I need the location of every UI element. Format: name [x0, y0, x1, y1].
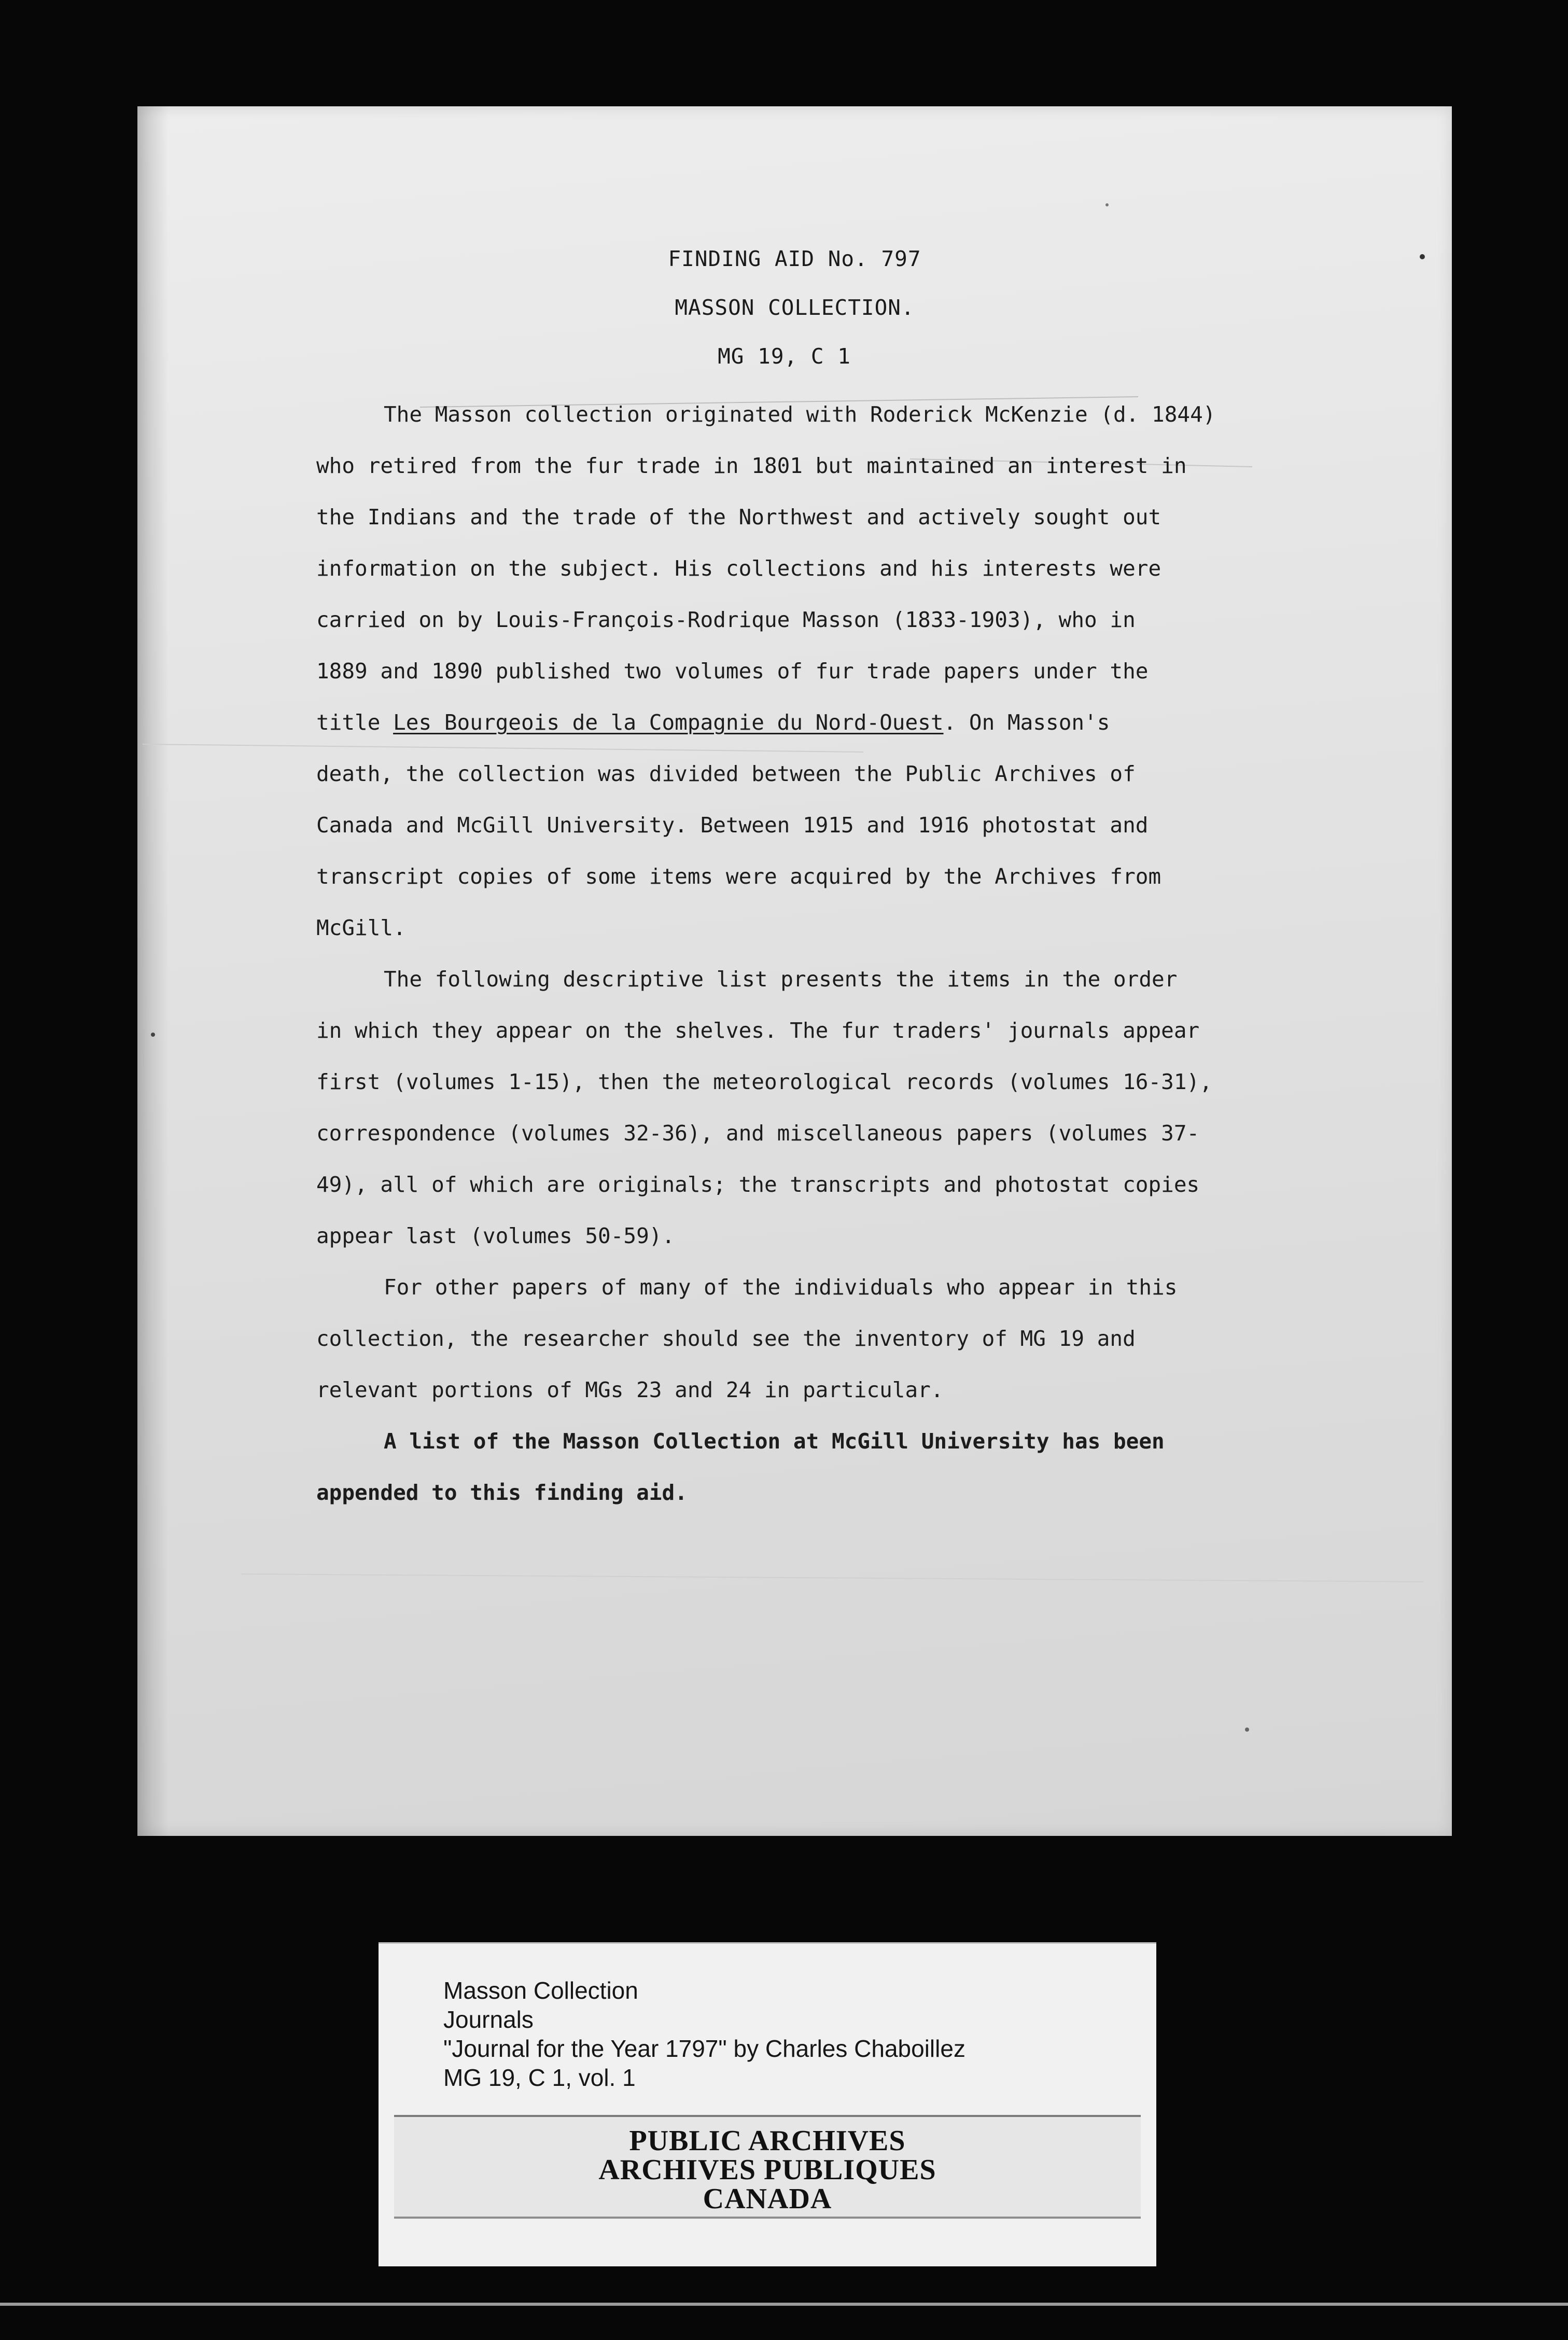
label-reference: MG 19, C 1, vol. 1: [443, 2064, 636, 2091]
text-line: correspondence (volumes 32-36), and miscellaneous papers (volumes 37-: [316, 1121, 1200, 1146]
text-line: transcript copies of some items were acquired by the Archives from: [316, 864, 1161, 889]
speck: [1105, 203, 1109, 206]
document-page: [137, 106, 1452, 1836]
text-line: death, the collection was divided between the Public Archives of: [316, 761, 1136, 786]
paragraph-other-papers: [316, 1262, 1364, 1416]
text-line: Canada and McGill University. Between 1915 and 1916 photostat and: [316, 813, 1149, 838]
mg-reference: MG 19, C 1: [718, 344, 851, 369]
text-line: 1889 and 1890 published two volumes of fur trade papers under the: [316, 659, 1149, 684]
archives-stamp: [394, 2115, 1141, 2219]
speck: [1245, 1728, 1249, 1732]
text-line: The following descriptive list presents the items in the order: [384, 967, 1178, 992]
text-line: information on the subject. His collections and his interests were: [316, 556, 1161, 581]
stamp-line-french: ARCHIVES PUBLIQUES: [598, 2154, 936, 2186]
text-line: collection, the researcher should see the inventory of MG 19 and: [316, 1326, 1136, 1351]
microfilm-label-card: [379, 1942, 1156, 2266]
film-edge-line: [0, 2303, 1568, 2306]
label-series: Journals: [443, 2006, 534, 2033]
text-line: carried on by Louis-François-Rodrique Masson (1833-1903), who in: [316, 607, 1136, 632]
text-line: first (volumes 1-15), then the meteorological records (volumes 16-31),: [316, 1069, 1212, 1094]
text-line: McGill.: [316, 915, 406, 940]
text-line: relevant portions of MGs 23 and 24 in particular.: [316, 1377, 944, 1402]
stamp-line-english: PUBLIC ARCHIVES: [629, 2125, 906, 2157]
text-line: A list of the Masson Collection at McGill University has been: [384, 1429, 1165, 1454]
paragraph-origin: [316, 389, 1364, 954]
label-item-title: "Journal for the Year 1797" by Charles Chaboillez: [443, 2035, 965, 2062]
title-prefix: title: [316, 710, 394, 735]
collection-title: MASSON COLLECTION.: [675, 295, 915, 320]
speck: [151, 1033, 155, 1037]
text-line: appended to this finding aid.: [316, 1480, 688, 1505]
paragraph-mcgill-list: [316, 1416, 1364, 1519]
text-line: appear last (volumes 50-59).: [316, 1223, 675, 1248]
text-line: in which they appear on the shelves. The fur traders' journals appear: [316, 1018, 1200, 1043]
paragraph-arrangement: [316, 954, 1364, 1262]
title-line: [316, 697, 1364, 748]
stamp-line-country: CANADA: [703, 2183, 832, 2215]
text-line: the Indians and the trade of the Northwest and actively sought out: [316, 505, 1161, 530]
title-suffix: . On Masson's: [943, 710, 1110, 735]
label-collection: Masson Collection: [443, 1977, 638, 2004]
book-title: Les Bourgeois de la Compagnie du Nord-Ouest: [393, 710, 944, 735]
finding-aid-number: FINDING AID No. 797: [668, 246, 921, 271]
label-text-block: [443, 1976, 965, 2092]
stray-mark: [241, 1574, 1423, 1582]
text-line: For other papers of many of the individuals who appear in this: [384, 1275, 1178, 1300]
text-line: 49), all of which are originals; the transcripts and photostat copies: [316, 1172, 1200, 1197]
text-line: The Masson collection originated with Roderick McKenzie (d. 1844): [384, 402, 1216, 427]
text-line: who retired from the fur trade in 1801 but maintained an interest in: [316, 453, 1187, 478]
